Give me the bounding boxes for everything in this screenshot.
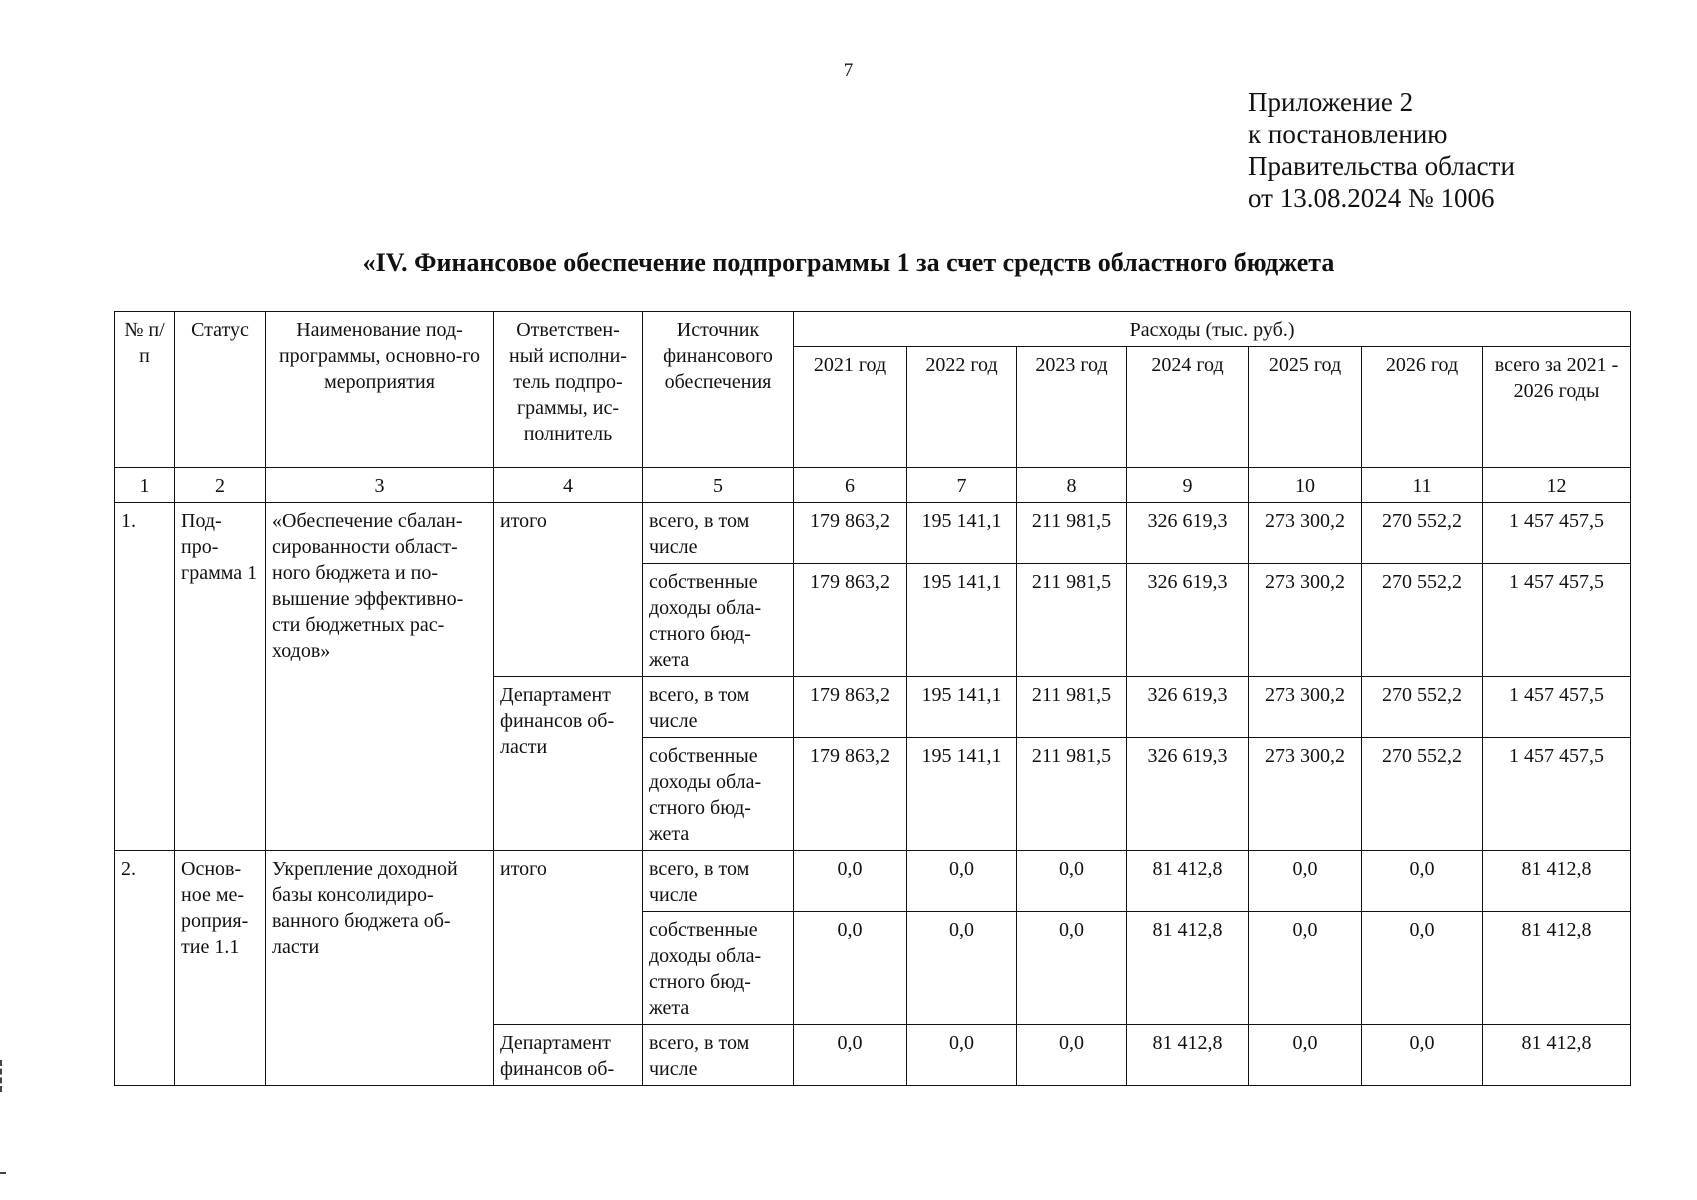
value-total: 1 457 457,5 (1483, 677, 1631, 738)
value-year: 0,0 (1362, 851, 1483, 912)
row-executor: Департамент финансов об- (494, 1025, 643, 1086)
appendix-line-1: Приложение 2 (1248, 87, 1414, 117)
table-row (115, 503, 1631, 564)
index-row (115, 468, 1631, 503)
value-year: 81 412,8 (1127, 1025, 1249, 1086)
value-year: 273 300,2 (1249, 738, 1362, 851)
value-year: 0,0 (794, 1025, 907, 1086)
row-status: Основ-ное ме-роприя-тие 1.1 (175, 851, 266, 1086)
margin-marks (0, 1060, 5, 1092)
index-cell: 4 (494, 468, 643, 503)
value-total: 1 457 457,5 (1483, 738, 1631, 851)
value-year: 179 863,2 (794, 677, 907, 738)
value-year: 0,0 (1017, 912, 1127, 1025)
value-year: 273 300,2 (1249, 564, 1362, 677)
value-total: 1 457 457,5 (1483, 503, 1631, 564)
header-name: Наименование под-программы, основно-го мероприятия (266, 312, 494, 468)
row-executor: Департамент финансов об-ласти (494, 677, 643, 851)
header-num: № п/п (115, 312, 175, 468)
value-year: 0,0 (794, 851, 907, 912)
value-year: 0,0 (1249, 851, 1362, 912)
index-cell: 6 (794, 468, 907, 503)
value-year: 273 300,2 (1249, 503, 1362, 564)
value-year: 273 300,2 (1249, 677, 1362, 738)
table-row (115, 851, 1631, 912)
value-year: 195 141,1 (907, 677, 1017, 738)
value-year: 211 981,5 (1017, 738, 1127, 851)
header-year-total: всего за 2021 - 2026 годы (1483, 347, 1631, 468)
value-year: 195 141,1 (907, 564, 1017, 677)
value-year: 195 141,1 (907, 503, 1017, 564)
value-year: 195 141,1 (907, 738, 1017, 851)
value-year: 81 412,8 (1127, 912, 1249, 1025)
table-body (115, 312, 1631, 1086)
financing-table (114, 311, 1631, 1086)
value-year: 0,0 (907, 851, 1017, 912)
row-source: собственные доходы обла-стного бюд-жета (643, 564, 794, 677)
header-year: 2022 год (907, 347, 1017, 468)
header-source: Источник финансового обеспечения (643, 312, 794, 468)
value-year: 270 552,2 (1362, 503, 1483, 564)
index-cell: 3 (266, 468, 494, 503)
value-year: 81 412,8 (1127, 851, 1249, 912)
value-year: 0,0 (1017, 851, 1127, 912)
index-cell: 8 (1017, 468, 1127, 503)
row-source: собственные доходы обла-стного бюд-жета (643, 738, 794, 851)
row-number: 2. (115, 851, 175, 1086)
row-number: 1. (115, 503, 175, 851)
header-year: 2023 год (1017, 347, 1127, 468)
value-year: 179 863,2 (794, 738, 907, 851)
value-year: 0,0 (1362, 912, 1483, 1025)
appendix-line-3: Правительства области (1248, 151, 1515, 181)
value-year: 326 619,3 (1127, 564, 1249, 677)
header-executor: Ответствен-ный исполни-тель подпро-граммы, ис-полнитель (494, 312, 643, 468)
row-source: всего, в том числе (643, 851, 794, 912)
value-year: 0,0 (1017, 1025, 1127, 1086)
appendix-line-4: от 13.08.2024 № 1006 (1248, 183, 1495, 213)
appendix-line-2: к постановлению (1248, 119, 1448, 149)
value-year: 211 981,5 (1017, 564, 1127, 677)
row-name: Укрепление доходной базы консолидиро-ванного бюджета об-ласти (266, 851, 494, 1086)
index-cell: 11 (1362, 468, 1483, 503)
row-source: всего, в том числе (643, 1025, 794, 1086)
header-year: 2021 год (794, 347, 907, 468)
header-expenses: Расходы (тыс. руб.) (794, 312, 1631, 347)
index-cell: 7 (907, 468, 1017, 503)
value-year: 0,0 (1362, 1025, 1483, 1086)
value-year: 270 552,2 (1362, 564, 1483, 677)
index-cell: 9 (1127, 468, 1249, 503)
index-cell: 2 (175, 468, 266, 503)
value-year: 0,0 (907, 1025, 1017, 1086)
value-year: 270 552,2 (1362, 677, 1483, 738)
value-year: 0,0 (794, 912, 907, 1025)
value-year: 0,0 (1249, 912, 1362, 1025)
page-number: 7 (843, 60, 854, 81)
value-total: 81 412,8 (1483, 912, 1631, 1025)
value-total: 81 412,8 (1483, 1025, 1631, 1086)
value-year: 326 619,3 (1127, 677, 1249, 738)
row-executor: итого (494, 851, 643, 1025)
header-year: 2024 год (1127, 347, 1249, 468)
value-year: 270 552,2 (1362, 738, 1483, 851)
row-name: «Обеспечение сбалан-сированности област-ного бюджета и по-вышение эффективно-сти бюджетных рас-ходов» (266, 503, 494, 851)
row-source: собственные доходы обла-стного бюд-жета (643, 912, 794, 1025)
header-year: 2025 год (1249, 347, 1362, 468)
document-title: «IV. Финансовое обеспечение подпрограммы 1 за счет средств областного бюджета (362, 248, 1335, 277)
value-total: 1 457 457,5 (1483, 564, 1631, 677)
index-cell: 5 (643, 468, 794, 503)
header-row-1 (115, 312, 1631, 347)
value-year: 211 981,5 (1017, 677, 1127, 738)
row-status: Под-про-грамма 1 (175, 503, 266, 851)
value-year: 326 619,3 (1127, 738, 1249, 851)
row-source: всего, в том числе (643, 677, 794, 738)
row-source: всего, в том числе (643, 503, 794, 564)
header-status: Статус (175, 312, 266, 468)
index-cell: 1 (115, 468, 175, 503)
value-year: 179 863,2 (794, 564, 907, 677)
header-year: 2026 год (1362, 347, 1483, 468)
value-year: 179 863,2 (794, 503, 907, 564)
index-cell: 12 (1483, 468, 1631, 503)
value-total: 81 412,8 (1483, 851, 1631, 912)
value-year: 326 619,3 (1127, 503, 1249, 564)
row-executor: итого (494, 503, 643, 677)
index-cell: 10 (1249, 468, 1362, 503)
margin-tick (0, 1172, 6, 1174)
value-year: 211 981,5 (1017, 503, 1127, 564)
appendix-block (1248, 86, 1515, 214)
value-year: 0,0 (1249, 1025, 1362, 1086)
value-year: 0,0 (907, 912, 1017, 1025)
